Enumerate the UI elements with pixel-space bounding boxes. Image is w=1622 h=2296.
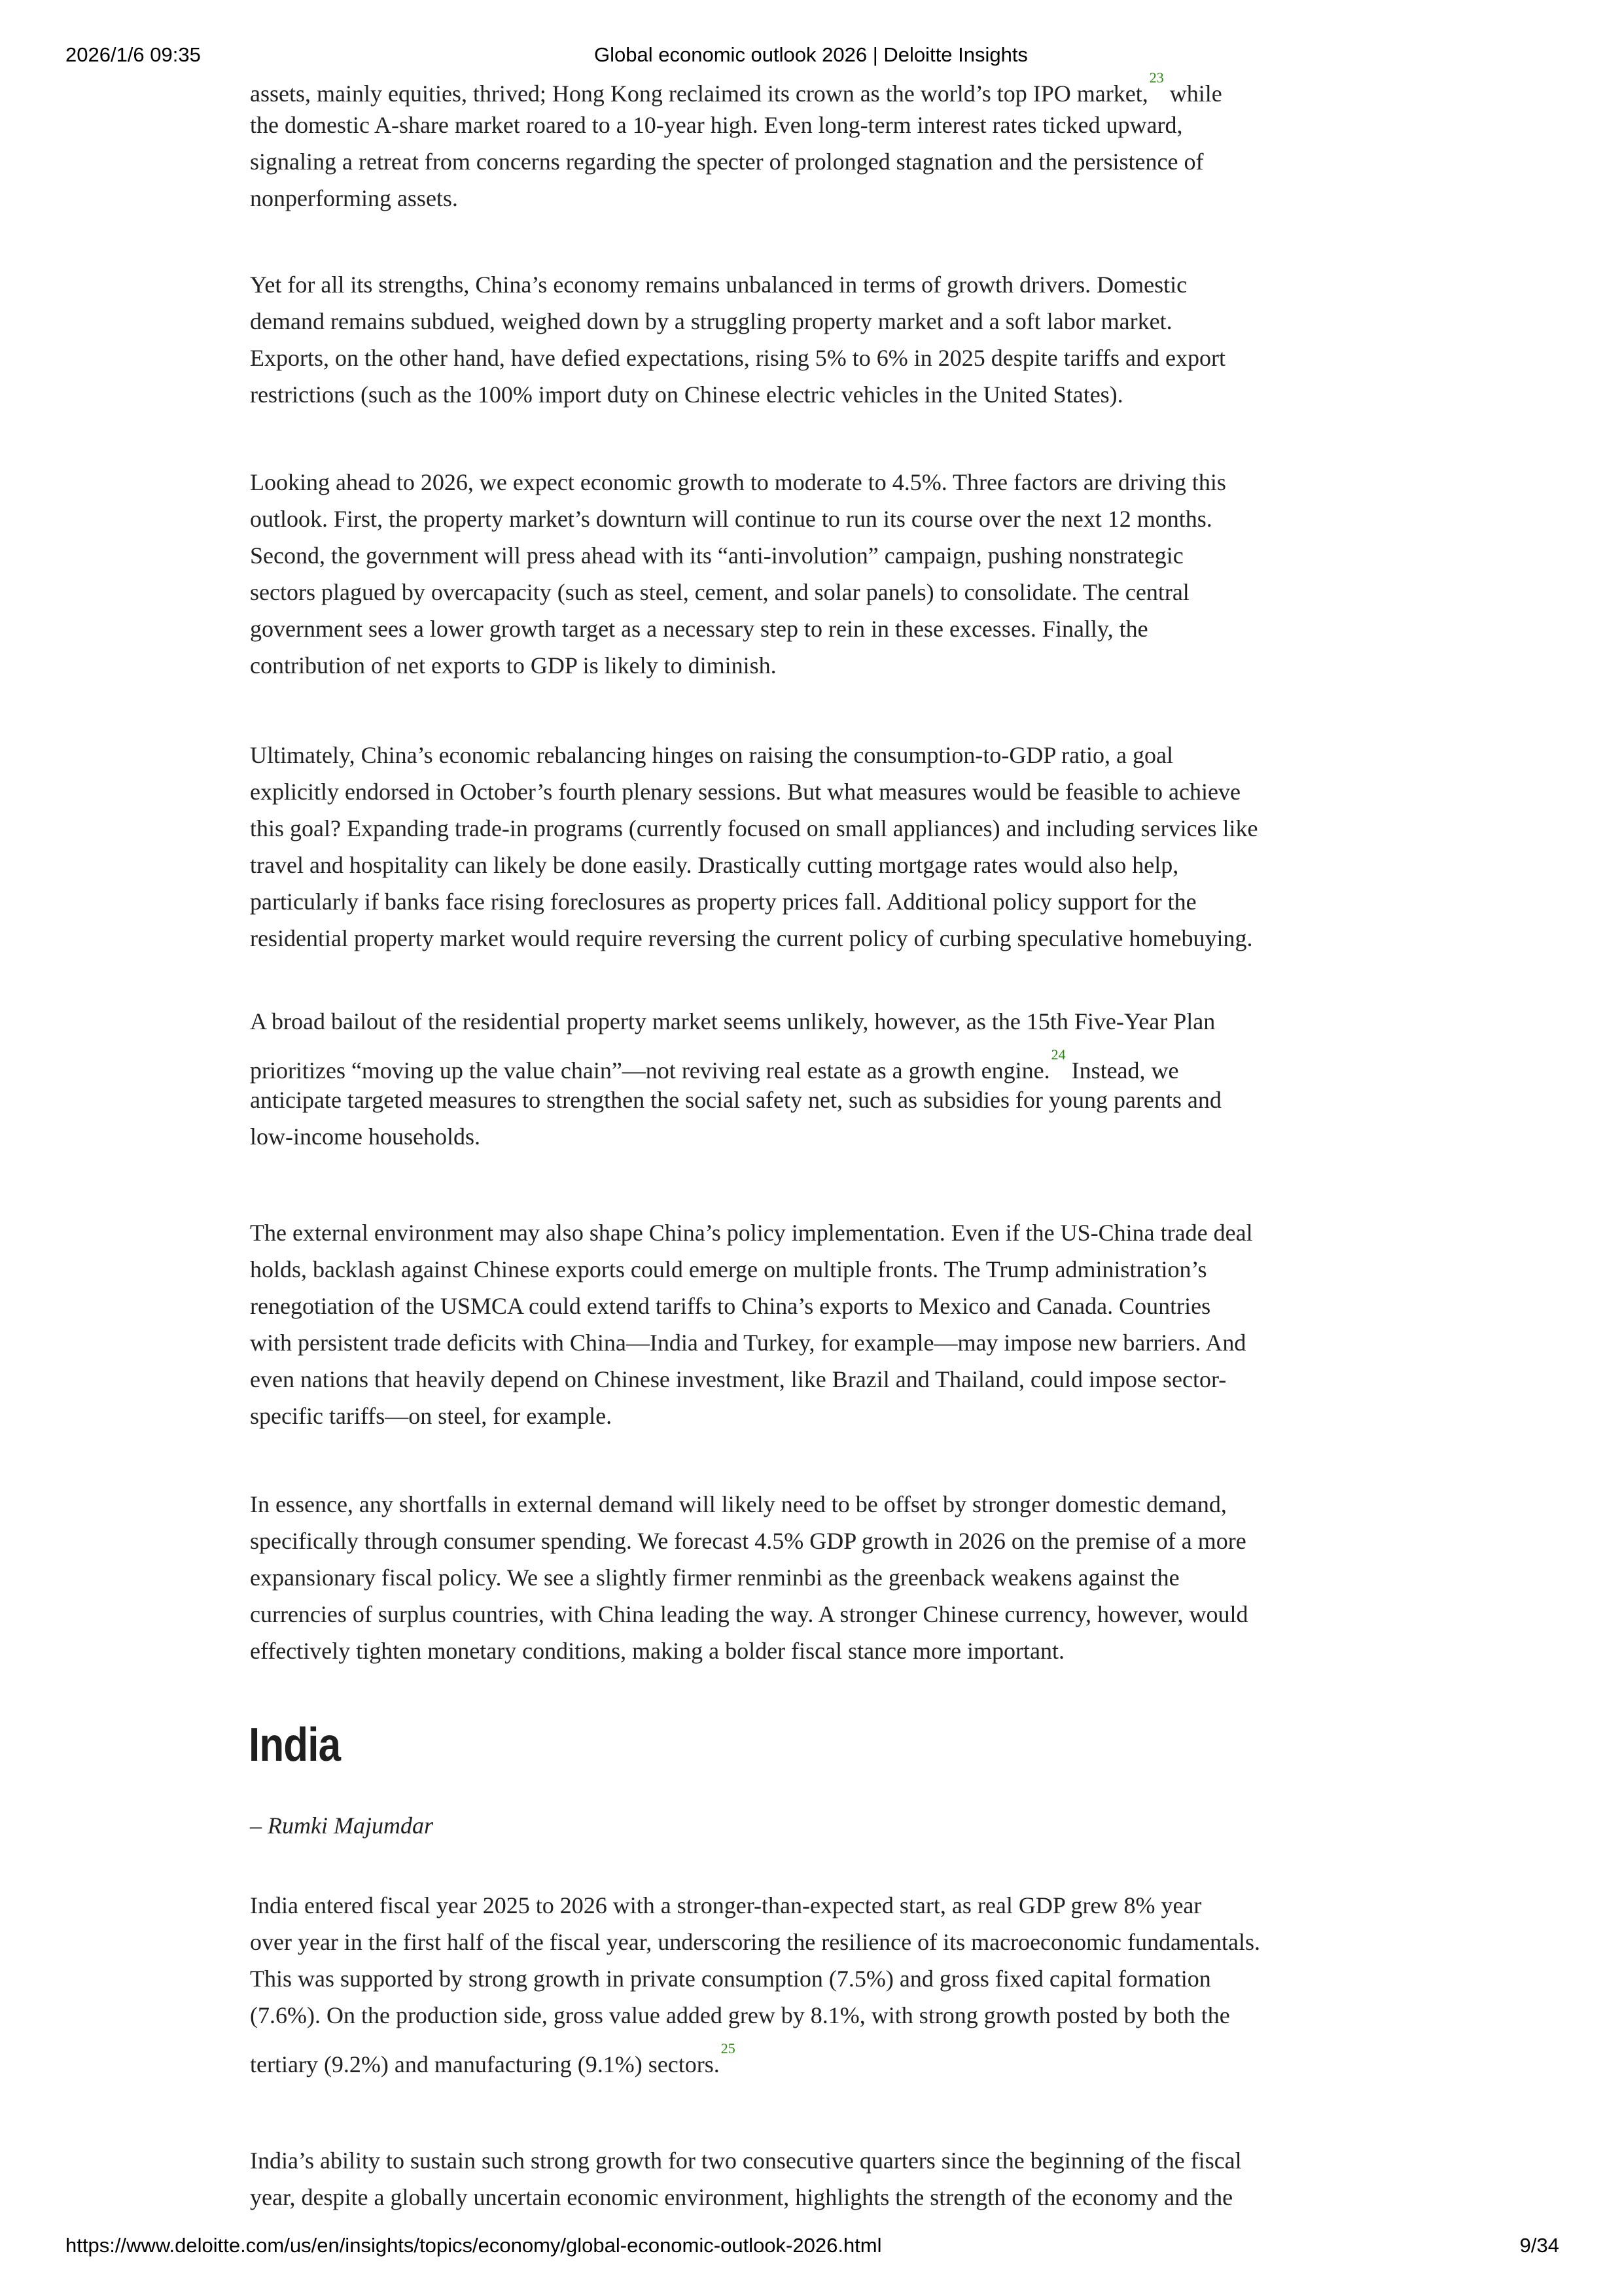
page-number: 9/34 [1519, 2234, 1559, 2257]
text-line: The external environment may also shape China’s policy implementation. Even if the US-China trade deal [250, 1220, 1253, 1246]
text-line: currencies of surplus countries, with China leading the way. A stronger Chinese currency, however, would [250, 1601, 1248, 1627]
text-line: sectors plagued by overcapacity (such as steel, cement, and solar panels) to consolidate. The central [250, 579, 1190, 605]
text-line: with persistent trade deficits with China—India and Turkey, for example—may impose new barriers. And [250, 1330, 1246, 1356]
author-byline: – Rumki Majumdar [250, 1812, 433, 1839]
text-line: explicitly endorsed in October’s fourth plenary sessions. But what measures would be feasible to achieve [250, 779, 1241, 805]
text-line: this goal? Expanding trade-in programs (currently focused on small appliances) and including services like [250, 815, 1258, 841]
footnote-link-23[interactable]: 23 [1149, 69, 1164, 86]
text-segment: prioritizes “moving up the value chain”—not reviving real estate as a growth engine. [250, 1057, 1050, 1084]
paragraph-china-outlook-2026 [250, 464, 1226, 684]
text-line: low-income households. [250, 1123, 480, 1150]
text-line: travel and hospitality can likely be done easily. Drastically cutting mortgage rates would also help, [250, 852, 1179, 878]
paragraph-china-bailout [250, 1003, 1222, 1155]
text-line: Looking ahead to 2026, we expect economic growth to moderate to 4.5%. Three factors are driving this [250, 469, 1226, 495]
text-line: anticipate targeted measures to strengthen the social safety net, such as subsidies for young parents and [250, 1087, 1222, 1113]
text-line: outlook. First, the property market’s downturn will continue to run its course over the next 12 months. [250, 506, 1212, 532]
text-line: Second, the government will press ahead with its “anti-involution” campaign, pushing nonstrategic [250, 542, 1184, 569]
text-line: effectively tighten monetary conditions, making a bolder fiscal stance more important. [250, 1638, 1065, 1664]
text-line: specific tariffs—on steel, for example. [250, 1403, 612, 1429]
text-line [250, 2041, 1260, 2077]
page-url: https://www.deloitte.com/us/en/insights/topics/economy/global-economic-outlook-2026.html [65, 2234, 882, 2257]
paragraph-china-equities [250, 70, 1222, 217]
text-line: renegotiation of the USMCA could extend tariffs to China’s exports to Mexico and Canada. Countries [250, 1293, 1211, 1319]
text-line [250, 1047, 1222, 1084]
paragraph-india-resilience [250, 2142, 1242, 2216]
text-line: even nations that heavily depend on Chinese investment, like Brazil and Thailand, could impose sector- [250, 1366, 1227, 1392]
text-segment: while [1163, 80, 1222, 107]
text-line: holds, backlash against Chinese exports could emerge on multiple fronts. The Trump administration’s [250, 1256, 1207, 1282]
footnote-link-24[interactable]: 24 [1051, 1046, 1066, 1063]
text-line: Yet for all its strengths, China’s economy remains unbalanced in terms of growth drivers. Domestic [250, 272, 1188, 298]
text-line: specifically through consumer spending. We forecast 4.5% GDP growth in 2026 on the premise of a more [250, 1528, 1246, 1554]
text-segment: tertiary (9.2%) and manufacturing (9.1%) sectors. [250, 2051, 720, 2077]
text-line: A broad bailout of the residential property market seems unlikely, however, as the 15th Five-Year Plan [250, 1008, 1216, 1034]
text-line: Exports, on the other hand, have defied expectations, rising 5% to 6% in 2025 despite tariffs and export [250, 345, 1225, 371]
text-line: This was supported by strong growth in private consumption (7.5%) and gross fixed capital formation [250, 1966, 1211, 1992]
text-line: demand remains subdued, weighed down by a struggling property market and a soft labor market. [250, 308, 1172, 334]
paragraph-india-growth [250, 1887, 1260, 2077]
text-line: expansionary fiscal policy. We see a slightly firmer renminbi as the greenback weakens against the [250, 1564, 1180, 1591]
text-line: residential property market would require reversing the current policy of curbing speculative homebuying. [250, 925, 1253, 951]
text-segment: assets, mainly equities, thrived; Hong Kong reclaimed its crown as the world’s top IPO market, [250, 80, 1148, 107]
text-line: over year in the first half of the fiscal year, underscoring the resilience of its macroeconomic fundamentals. [250, 1929, 1260, 1955]
text-line: India entered fiscal year 2025 to 2026 with a stronger-than-expected start, as real GDP grew 8% year [250, 1892, 1202, 1918]
text-line: contribution of net exports to GDP is likely to diminish. [250, 652, 777, 679]
paragraph-china-external [250, 1214, 1253, 1434]
text-line: the domestic A-share market roared to a 10-year high. Even long-term interest rates ticked upward, [250, 112, 1183, 138]
text-line: particularly if banks face rising foreclosures as property prices fall. Additional policy support for the [250, 889, 1197, 915]
text-line: signaling a retreat from concerns regarding the specter of prolonged stagnation and the persistence of [250, 149, 1204, 175]
text-line: government sees a lower growth target as a necessary step to rein in these excesses. Finally, the [250, 616, 1148, 642]
text-line: In essence, any shortfalls in external demand will likely need to be offset by stronger domestic demand, [250, 1491, 1227, 1517]
footnote-link-25[interactable]: 25 [720, 2040, 735, 2057]
paragraph-china-unbalanced [250, 266, 1225, 413]
text-line: India’s ability to sustain such strong growth for two consecutive quarters since the beginning of the fiscal [250, 2147, 1242, 2174]
paragraph-china-rebalancing [250, 737, 1258, 957]
text-line: (7.6%). On the production side, gross value added grew by 8.1%, with strong growth posted by both the [250, 2002, 1230, 2028]
text-line: restrictions (such as the 100% import duty on Chinese electric vehicles in the United States). [250, 381, 1123, 408]
page-title: Global economic outlook 2026 | Deloitte Insights [594, 43, 1028, 66]
text-segment: Instead, we [1065, 1057, 1179, 1084]
print-timestamp: 2026/1/6 09:35 [65, 43, 201, 66]
text-line: year, despite a globally uncertain economic environment, highlights the strength of the economy and the [250, 2184, 1233, 2210]
text-line [250, 70, 1222, 107]
text-line: nonperforming assets. [250, 185, 458, 211]
paragraph-china-forecast [250, 1486, 1248, 1669]
text-line: Ultimately, China’s economic rebalancing hinges on raising the consumption-to-GDP ratio, a goal [250, 742, 1174, 768]
section-heading-india: India [249, 1719, 341, 1771]
